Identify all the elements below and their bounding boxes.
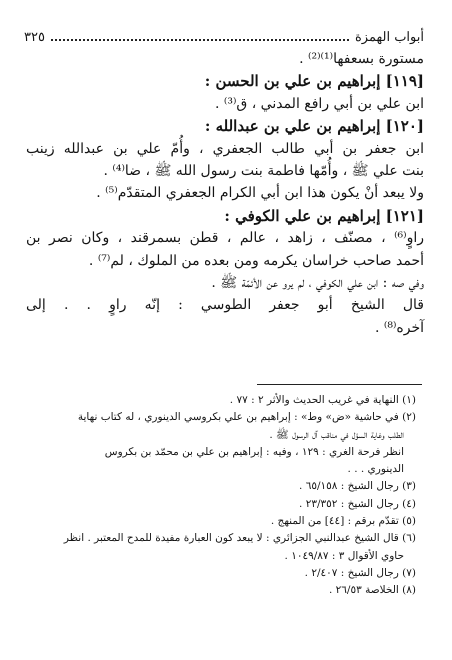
text-line: مستورة بسعفها⁽¹⁾⁽²⁾ . (299, 51, 424, 67)
header-leader-dots (51, 39, 349, 41)
entry-heading-119: [١١٩] إبراهيم بن علي بن الحسن : (204, 72, 424, 91)
main-text (26, 48, 424, 339)
page-number: ٣٢٥ (24, 29, 45, 45)
footnote-6-continuation: حاوي الأقوال ٣ : ١٠٤٩/٨٧ . (284, 549, 404, 562)
text-line: ولا يبعد أنْ يكون هذا ابن أبي الكرام الجعفري المتقدّم⁽⁵⁾ . (96, 185, 424, 202)
footnote-2-continuation: الطلب وغاية السؤل في مناقب آل الرسول ﷺ . (269, 428, 404, 441)
entry-heading-121: [١٢١] إبراهيم بن علي الكوفي : (224, 206, 424, 225)
text-line: وفي صه : ابن علي الكوفي ، لم يرو عن الأئمّة ﷺ . (211, 275, 424, 292)
footnote-3: (٣) رجال الشيخ : ٦٥/١٥٨ . (299, 480, 416, 493)
footnote-2-continuation: انظر فرحة الغري : ١٢٩ ، وفيه : إبراهيم بن علي بن محمّد بن بكروس (104, 445, 404, 458)
footnote-separator (257, 384, 422, 385)
text-line: ابن جعفر بن أبي طالب الجعفري ، وأُمّ علي بن عبدالله زينب (26, 140, 424, 157)
text-line: راوٍ⁽⁶⁾ ، مصنّف ، زاهد ، عالم ، قطن بسمرقند ، وكان نصر بن (26, 230, 424, 247)
text-line: قال الشيخ أبو جعفر الطوسي : إنّه راوٍ . . إلى (26, 297, 424, 314)
text-line: أحمد صاحب خراسان يكرمه ومن بعده من الملوك ، لم⁽⁷⁾ . (88, 252, 424, 269)
footnote-6: (٦) قال الشيخ عبدالنبي الجزائري : لا يبعد كون العبارة مفيدة للمدح المعتبر . انظر (63, 532, 416, 545)
footnote-2-continuation: الدينوري . . . (347, 463, 404, 476)
footnote-1: (١) النهاية في غريب الحديث والأثر ٢ : ٧٧ . (229, 394, 416, 406)
footnote-7: (٧) رجال الشيخ : ٢/٤٠٧ . (304, 566, 416, 579)
footnote-5: (٥) تقدّم برقم : [٤٤] من المنهج . (270, 515, 416, 528)
footnotes (26, 392, 422, 600)
footnote-4: (٤) رجال الشيخ : ٢٣/٣٥٢ . (299, 497, 416, 510)
chapter-title: أبواب الهمزة (355, 29, 424, 45)
text-line: بنت علي ﷺ ، وأُمّها فاطمة بنت رسول الله ﷺ ، ضا⁽⁴⁾ . (103, 163, 424, 180)
text-line: آخره⁽⁸⁾ . (374, 319, 424, 336)
entry-heading-120: [١٢٠] إبراهيم بن علي بن عبدالله : (204, 117, 424, 136)
text-line: ابن علي بن أبي رافع المدني ، ق⁽³⁾ . (214, 95, 424, 112)
footnote-8: (٨) الخلاصة ٢٦/٥٣ . (328, 584, 416, 597)
running-header (24, 27, 424, 47)
footnote-2: (٢) في حاشية «ض» وط» : إبراهيم بن علي بكروسي الدينوري ، له كتاب نهاية (77, 411, 416, 424)
